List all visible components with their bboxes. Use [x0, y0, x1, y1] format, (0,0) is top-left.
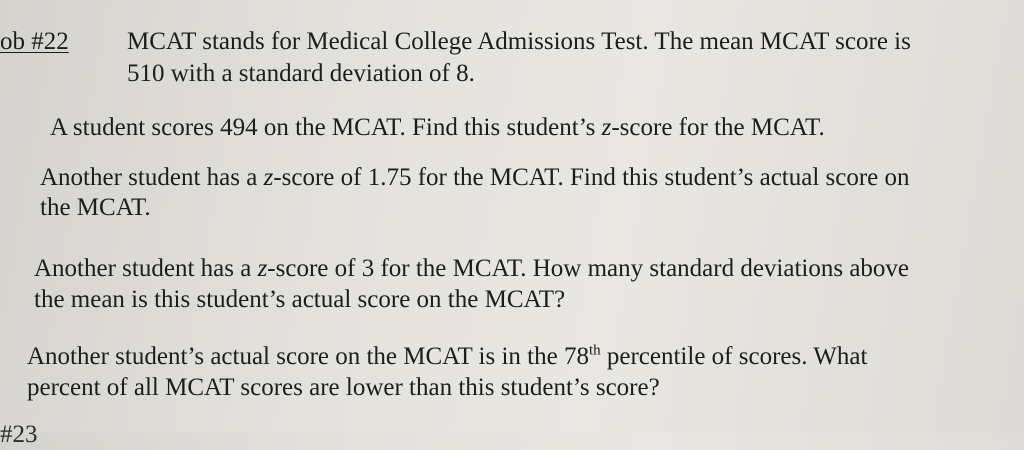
- intro-line-1: MCAT stands for Medical College Admissions Test. The mean MCAT score is: [127, 28, 911, 55]
- next-problem-fragment: #23: [0, 421, 38, 448]
- question-2-line-2: the MCAT.: [40, 194, 151, 221]
- question-2-text-before: Another student has a: [40, 164, 264, 191]
- question-4-text-before: Another student’s actual score on the MCAT is in the 78: [27, 343, 589, 370]
- question-1-text-after: -score for the MCAT.: [611, 114, 825, 141]
- question-1-text-before: A student scores 494 on the MCAT. Find this student’s: [50, 114, 602, 141]
- question-4-line-1: [27, 342, 867, 372]
- question-3-text-after: -score of 3 for the MCAT. How many standard deviations above: [267, 255, 910, 282]
- question-1-variable: z: [601, 114, 612, 141]
- question-4-line-2: percent of all MCAT scores are lower than this student’s score?: [27, 374, 660, 401]
- question-3-line-1: [34, 254, 909, 284]
- question-3-variable: z: [257, 255, 268, 282]
- intro-line-2: 510 with a standard deviation of 8.: [127, 60, 475, 87]
- question-1: [50, 113, 825, 143]
- problem-label: ob #22: [0, 28, 69, 55]
- question-4-ordinal-suffix: th: [588, 342, 601, 359]
- question-2-text-after: -score of 1.75 for the MCAT. Find this student’s actual score on: [273, 164, 910, 191]
- question-3-line-2: the mean is this student’s actual score on the MCAT?: [34, 286, 566, 313]
- question-2-variable: z: [263, 164, 274, 191]
- question-4-text-after: percentile of scores. What: [600, 343, 868, 370]
- question-3-text-before: Another student has a: [34, 255, 258, 282]
- question-2-line-1: [40, 163, 910, 193]
